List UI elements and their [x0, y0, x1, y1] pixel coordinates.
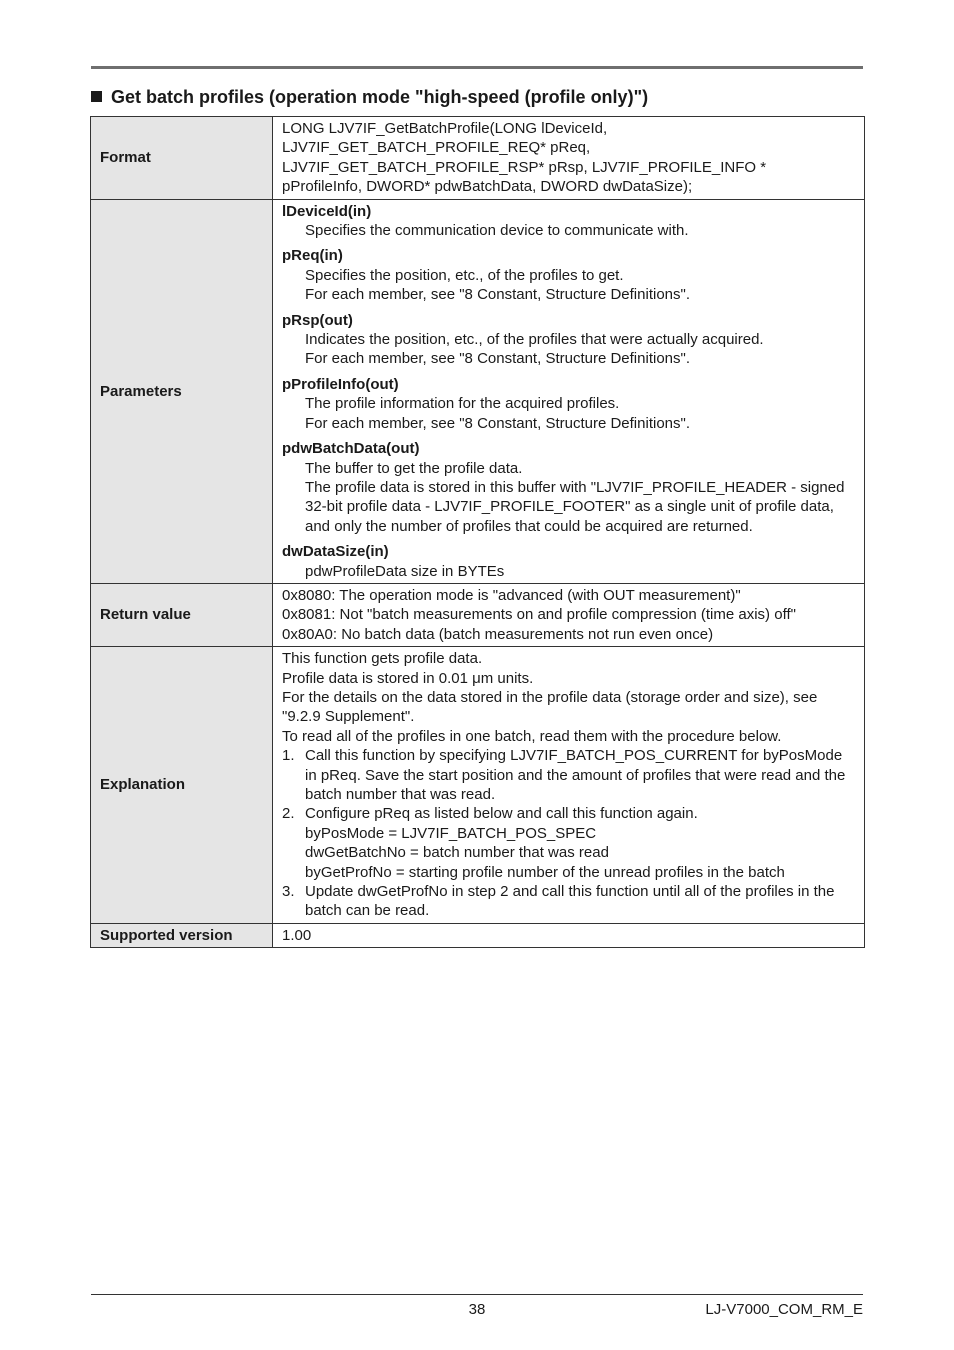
step-number: 1.	[282, 747, 295, 765]
step-sub-line: dwGetBatchNo = batch number that was read	[305, 844, 609, 862]
format-line: LJV7IF_GET_BATCH_PROFILE_REQ* pReq,	[282, 139, 591, 157]
footer-divider	[91, 1294, 863, 1295]
parameter-description: The profile information for the acquired profiles.	[305, 395, 620, 413]
parameters-row	[91, 199, 865, 583]
format-label: Format	[91, 117, 273, 200]
supported-version-label: Supported version	[91, 923, 273, 947]
parameters-value	[273, 199, 865, 583]
square-bullet-icon	[91, 91, 102, 102]
format-value	[273, 117, 865, 200]
parameter-item	[282, 202, 855, 241]
format-row	[91, 117, 865, 200]
procedure-step	[282, 804, 855, 882]
format-line: LONG LJV7IF_GetBatchProfile(LONG lDeviceId,	[282, 120, 608, 137]
step-sub-line: byPosMode = LJV7IF_BATCH_POS_SPEC	[305, 824, 597, 842]
parameter-item	[282, 311, 855, 369]
parameter-name: lDeviceId(in)	[282, 202, 372, 220]
parameter-description: For each member, see "8 Constant, Structure Definitions".	[305, 414, 690, 432]
parameter-description: For each member, see "8 Constant, Structure Definitions".	[305, 350, 690, 368]
return-value-row	[91, 583, 865, 646]
step-text: Configure pReq as listed below and call this function again.	[305, 805, 698, 823]
parameter-description: Indicates the position, etc., of the profiles that were actually acquired.	[305, 331, 764, 349]
return-code-line: 0x8080: The operation mode is "advanced (with OUT measurement)"	[282, 586, 741, 604]
format-line: LJV7IF_GET_BATCH_PROFILE_RSP* pRsp, LJV7IF_PROFILE_INFO *	[282, 158, 767, 176]
explanation-text: Profile data is stored in 0.01 μm units.	[282, 669, 534, 687]
return-code-line: 0x80A0: No batch data (batch measurements not run even once)	[282, 625, 714, 643]
parameter-name: pRsp(out)	[282, 311, 353, 329]
step-number: 2.	[282, 805, 295, 823]
explanation-text: For the details on the data stored in the profile data (storage order and size), see "9.2.9 Supplement".	[282, 688, 818, 726]
procedure-step	[282, 882, 855, 921]
step-number: 3.	[282, 883, 295, 901]
parameter-name: dwDataSize(in)	[282, 543, 389, 561]
top-divider	[91, 66, 863, 69]
return-value-value	[273, 583, 865, 646]
procedure-step	[282, 746, 855, 804]
explanation-row	[91, 647, 865, 924]
parameter-name: pdwBatchData(out)	[282, 440, 420, 458]
parameter-description: Specifies the communication device to communicate with.	[305, 222, 689, 240]
format-line: pProfileInfo, DWORD* pdwBatchData, DWORD dwDataSize);	[282, 178, 693, 196]
parameter-name: pProfileInfo(out)	[282, 375, 399, 393]
step-text: Call this function by specifying LJV7IF_BATCH_POS_CURRENT for byPosMode in pReq. Save the start position and the amount of profiles that were read and the batch number that was read.	[305, 747, 846, 803]
procedure-steps	[282, 746, 855, 921]
function-spec-table	[90, 116, 865, 948]
parameter-item	[282, 246, 855, 304]
parameter-description: The profile data is stored in this buffer with "LJV7IF_PROFILE_HEADER - signed 32-bit profile data - LJV7IF_PROFILE_FOOTER" as a single unit of profile data, and only the number of profiles that could be acquired are returned.	[305, 478, 845, 535]
page-number: 38	[468, 1301, 486, 1318]
parameter-name: pReq(in)	[282, 247, 343, 265]
explanation-text: To read all of the profiles in one batch, read them with the procedure below.	[282, 727, 782, 745]
step-text: Update dwGetProfNo in step 2 and call this function until all of the profiles in the batch can be read.	[305, 883, 835, 920]
supported-version-row	[91, 923, 865, 947]
document-code: LJ-V7000_COM_RM_E	[705, 1301, 863, 1318]
parameter-description: The buffer to get the profile data.	[305, 459, 523, 477]
explanation-value	[273, 647, 865, 924]
parameter-item	[282, 542, 855, 581]
explanation-text: This function gets profile data.	[282, 650, 483, 668]
parameter-item	[282, 375, 855, 433]
parameter-description: pdwProfileData size in BYTEs	[305, 562, 505, 580]
supported-version-value: 1.00	[273, 923, 865, 947]
return-code-line: 0x8081: Not "batch measurements on and profile compression (time axis) off"	[282, 606, 796, 624]
return-value-label: Return value	[91, 583, 273, 646]
parameters-label: Parameters	[91, 199, 273, 583]
explanation-label: Explanation	[91, 647, 273, 924]
step-sub-line: byGetProfNo = starting profile number of the unread profiles in the batch	[305, 863, 785, 881]
section-title	[91, 85, 863, 109]
parameter-description: Specifies the position, etc., of the profiles to get.	[305, 266, 624, 284]
parameter-item	[282, 439, 855, 536]
section-title-text: Get batch profiles (operation mode "high-speed (profile only)")	[111, 87, 649, 107]
parameter-description: For each member, see "8 Constant, Structure Definitions".	[305, 286, 690, 304]
